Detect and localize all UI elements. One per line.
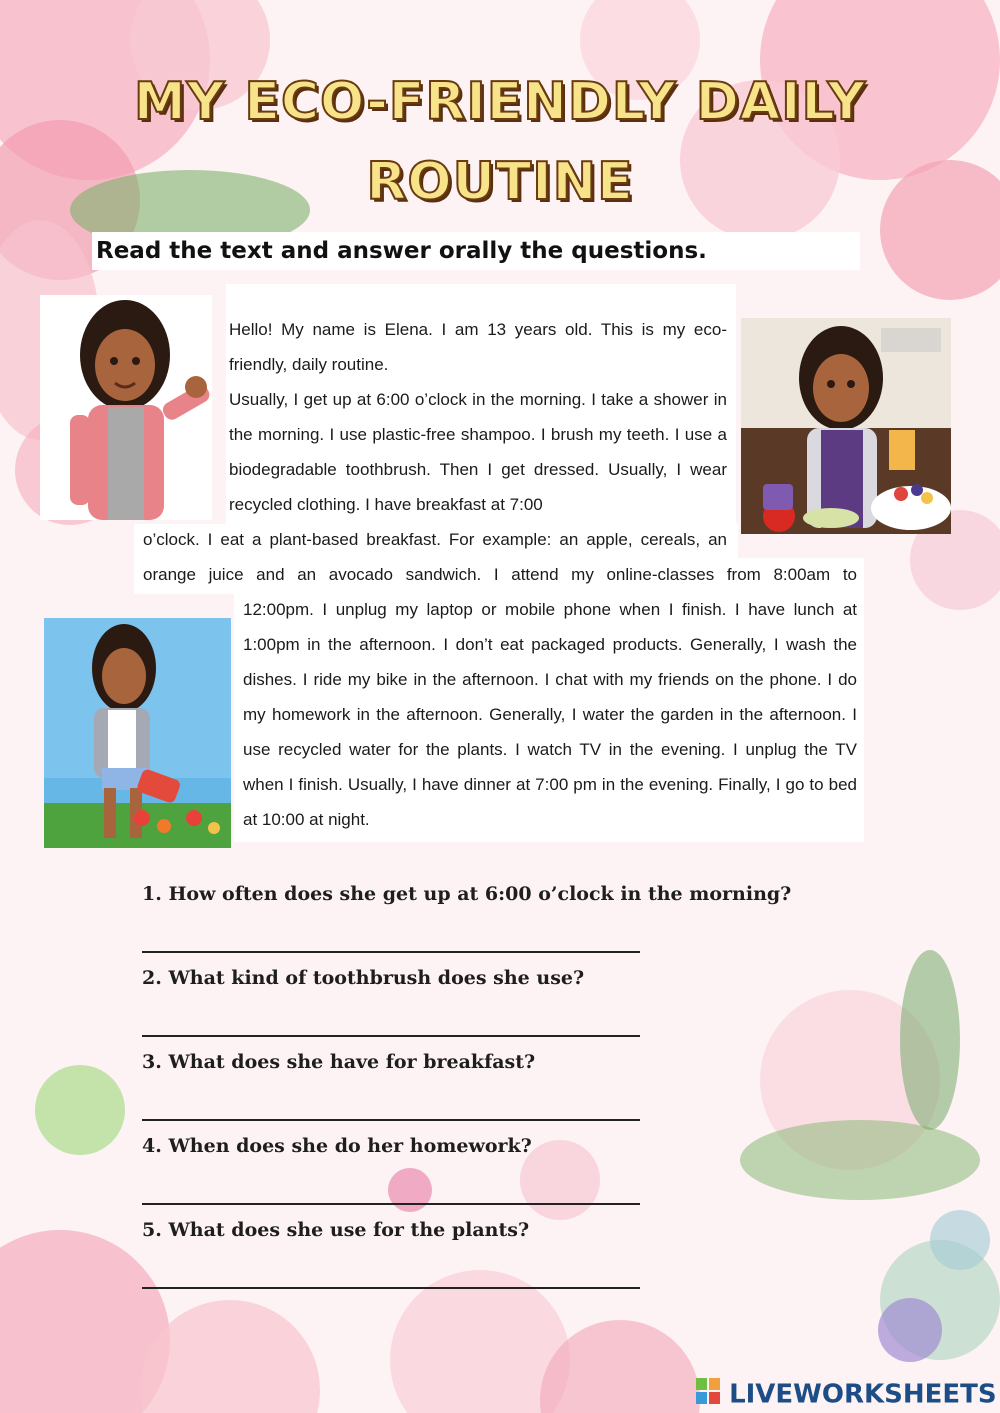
instruction-heading: Read the text and answer orally the questions. [92, 232, 860, 270]
question-1: 1. How often does she get up at 6:00 o’clock in the morning? [142, 883, 792, 905]
answer-field-4[interactable] [142, 1175, 640, 1205]
question-2: 2. What kind of toothbrush does she use? [142, 967, 585, 989]
elena-breakfast-picture [741, 318, 951, 534]
reading-paragraph-intro: Hello! My name is Elena. I am 13 years old. This is my eco-friendly, daily routine. [229, 320, 727, 374]
title-line-1: MY ECO-FRIENDLY DAILY [133, 72, 867, 132]
title-line-2: ROUTINE [366, 152, 634, 212]
worksheet-title [100, 62, 900, 222]
question-3: 3. What does she have for breakfast? [142, 1051, 536, 1073]
question-5: 5. What does she use for the plants? [142, 1219, 530, 1241]
liveworksheets-logo-icon [696, 1378, 720, 1411]
liveworksheets-brand [696, 1378, 997, 1408]
answer-field-1[interactable] [142, 923, 640, 953]
brand-name: LIVEWORKSHEETS [729, 1379, 997, 1410]
reading-paragraph-breakfast: o’clock. I eat a plant-based breakfast. For example: an apple, cereals, an [143, 530, 727, 549]
answer-field-2[interactable] [142, 1007, 640, 1037]
reading-paragraph-classes: orange juice and an avocado sandwich. I attend my online-classes from 8:00am to [143, 565, 857, 584]
elena-gardening-picture [44, 618, 231, 848]
reading-paragraph-afternoon: 12:00pm. I unplug my laptop or mobile phone when I finish. I have lunch at 1:00pm in the afternoon. I don’t eat packaged products. Generally, I wash the dishes. I ride my bike in the afternoon. I chat with my friends on the phone. I do my homework in the afternoon. Generally, I water the garden in the afternoon. I use recycled water for the plants. I watch TV in the evening. I unplug the TV when I finish. Usually, I have dinner at 7:00 pm in the evening. Finally, I go to bed at 10:00 at night. [243, 600, 857, 829]
reading-paragraph-morning: Usually, I get up at 6:00 o’clock in the morning. I take a shower in the morning. I use plastic-free shampoo. I brush my teeth. I use a biodegradable toothbrush. Then I get dressed. Usually, I wear recycled clothing. I have breakfast at 7:00 [229, 390, 727, 514]
question-4: 4. When does she do her homework? [142, 1135, 532, 1157]
elena-waving-picture [40, 295, 212, 520]
answer-field-3[interactable] [142, 1091, 640, 1121]
answer-field-5[interactable] [142, 1259, 640, 1289]
